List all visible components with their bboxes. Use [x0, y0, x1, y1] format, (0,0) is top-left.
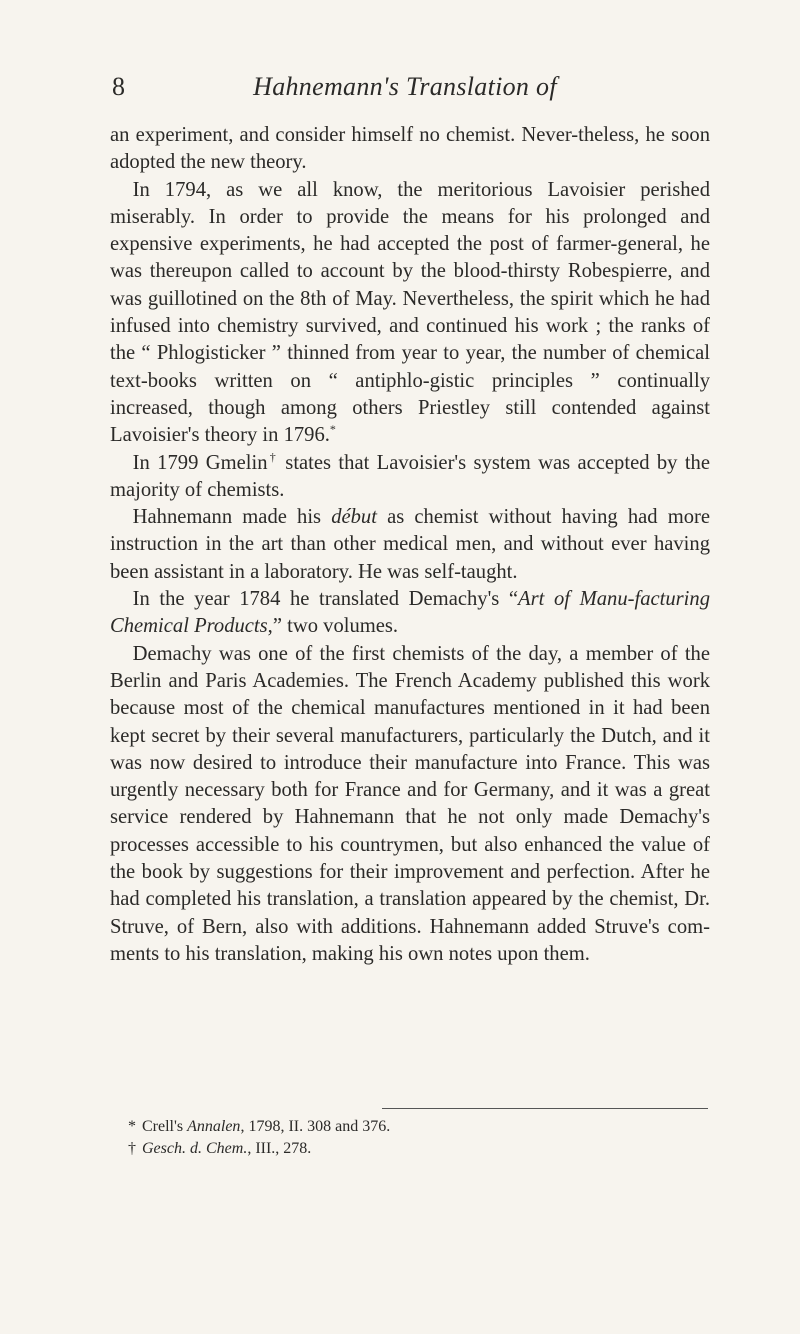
paragraph	[110, 586, 710, 641]
footnote-reference: *	[329, 422, 336, 437]
footnote-reference: †	[267, 449, 278, 464]
running-head: Hahnemann's Translation of	[253, 72, 557, 101]
body-text	[110, 122, 710, 968]
paragraph	[110, 504, 710, 586]
italic-text: Gesch. d. Chem.	[142, 1140, 248, 1157]
footnote	[128, 1116, 708, 1138]
footnotes	[128, 1116, 708, 1160]
footnote	[128, 1138, 708, 1160]
text-segment: In 1794, as we all know, the meritorious Lavoisier perished miserably. In order to provide the means for his prolonged and expensive experiments, he had accepted the post of farmer-general, he was thereupon called to account by the blood-thirsty Robespierre, and was guillotined on the 8th of May. Nevertheless, the spirit which he had infused into chemistry survived, and continued his work ; the ranks of the “ Phlogisticker ” thinned from year to year, the number of chemical text-books written on “ antiphlo-gistic principles ” continually increased, though among others Priestley still contended against Lavoisier's theory in 1796.	[110, 178, 710, 447]
footnote-rule	[382, 1108, 708, 1109]
text-segment: Crell's	[142, 1118, 188, 1135]
italic-text: Annalen	[187, 1118, 241, 1135]
page-header	[100, 70, 710, 104]
text-segment: an experiment, and consider himself no chemist. Never-theless, he soon adopted the new theory.	[110, 124, 710, 174]
text-segment: , III., 278.	[247, 1140, 312, 1157]
paragraph	[110, 450, 710, 505]
footnote-mark: †	[128, 1140, 136, 1157]
italic-text: Art of Manu-facturing Chemical Products	[110, 588, 710, 638]
text-segment: Demachy was one of the first chemists of the day, a member of the Berlin and Paris Academies. The French Academy published this work because most of the chemical manufactures mentioned in it had been kept secret by their several manufacturers, particularly the Dutch, and it was now desired to introduce their manufacture into France. This was urgently necessary both for France and for Germany, and it was a great service rendered by Hahnemann that he not only made Demachy's processes accessible to his countrymen, but also enhanced the value of the book by suggestions for their improvement and perfection. After he had completed his translation, a translation appeared by the chemist, Dr. Struve, of Bern, also with additions. Hahnemann added Struve's com-ments to his translation, making his own notes upon them.	[110, 642, 710, 965]
italic-text: début	[331, 506, 377, 529]
paragraph	[110, 177, 710, 450]
footnote-mark: *	[128, 1118, 136, 1135]
text-segment: , 1798, II. 308 and 376.	[240, 1118, 391, 1135]
text-segment: In the year 1784 he translated Demachy's “	[132, 588, 519, 611]
paragraph	[110, 641, 710, 969]
text-segment: In 1799 Gmelin	[132, 451, 268, 474]
text-segment: ,” two volumes.	[267, 615, 399, 638]
paragraph	[110, 122, 710, 177]
text-segment: Hahnemann made his	[132, 506, 332, 529]
text-segment: as chemist without having had more instruction in the art than other medical men, and without ever having been assistant in a laboratory. He was self-taught.	[110, 506, 711, 583]
text-segment: states that Lavoisier's system was accepted by the majority of chemists.	[110, 451, 710, 501]
page-number: 8	[112, 72, 125, 101]
